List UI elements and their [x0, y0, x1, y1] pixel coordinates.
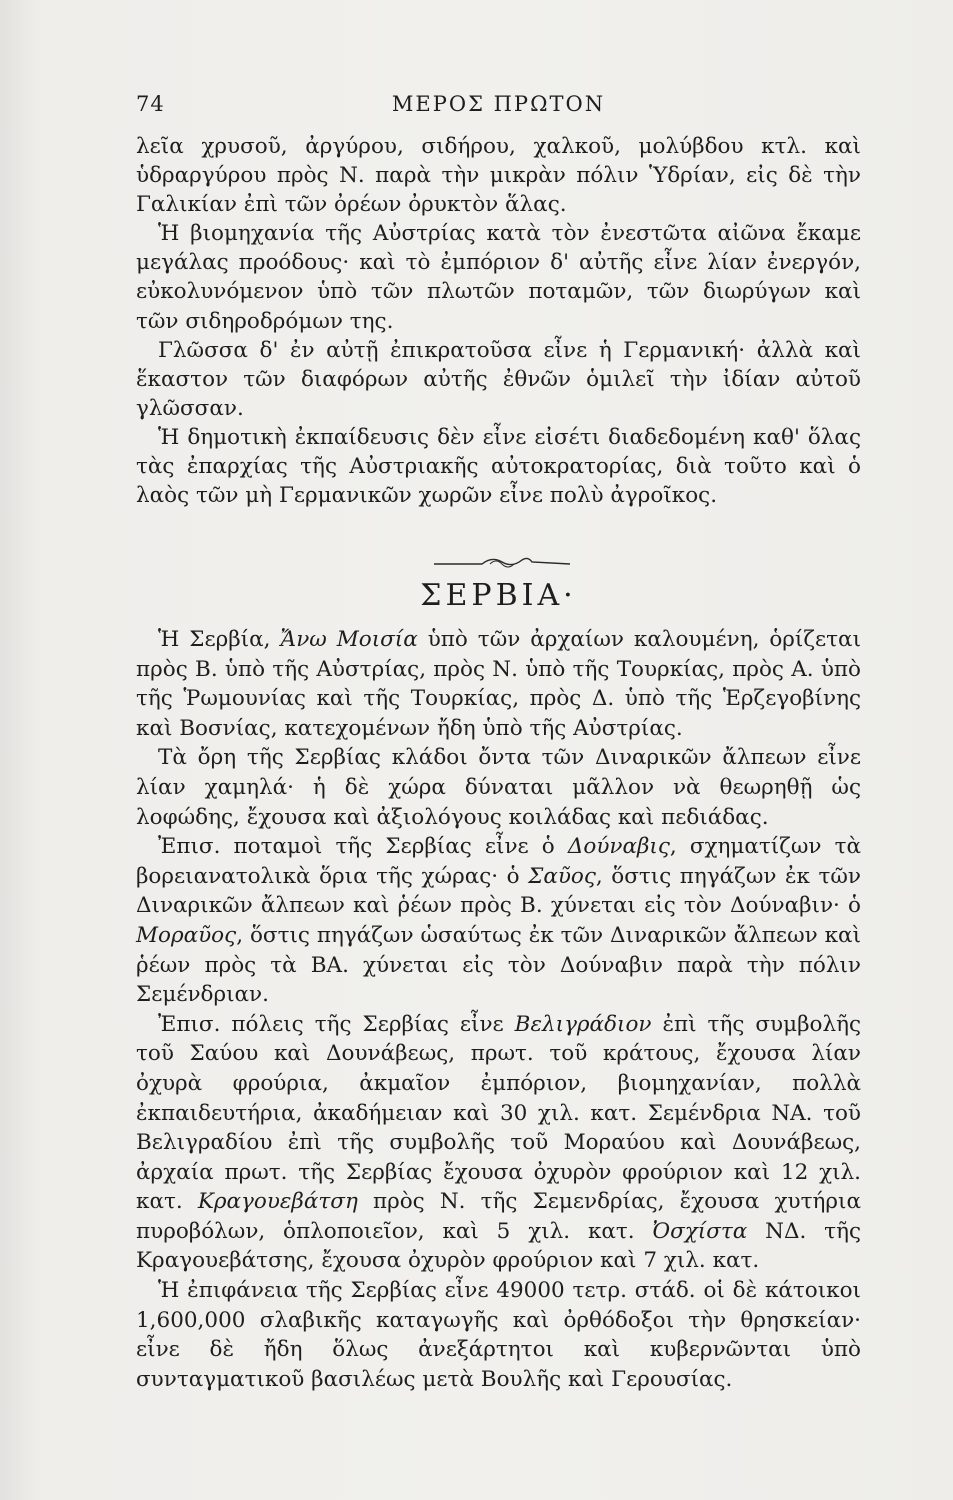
italic-term: Κραγουεβάτση [197, 1189, 358, 1215]
italic-term: Βελιγράδιον [514, 1011, 652, 1037]
body-text-top [136, 132, 861, 510]
italic-term: Ἄνω Μοισία [280, 627, 418, 652]
page-header [136, 92, 861, 122]
paragraph [136, 625, 861, 743]
text-run: , σχηματίζων τὰ βορειανατολικὰ ὅρια τῆς χώρας· ὁ [136, 834, 861, 889]
paragraph: Γλῶσσα δ' ἐν αὐτῇ ἐπικρατοῦσα εἶνε ἡ Γερμανική· ἀλλὰ καὶ ἕκαστον τῶν διαφόρων αὐτῆς ἐθνῶν ὁμιλεῖ τὴν ἰδίαν αὐτοῦ γλῶσσαν. [136, 337, 861, 421]
paragraph: Ἡ ἐπιφάνεια τῆς Σερβίας εἶνε 49000 τετρ. στάδ. οἱ δὲ κάτοικοι 1,600,000 σλαβικῆς καταγωγῆς καὶ ὀρθόδοξοι τὴν θρησκείαν· εἶνε δὲ ἤδη ὅλως ἀνεξάρτητοι καὶ κυβερνῶνται ὑπὸ συνταγματικοῦ βασιλέως μετὰ Βουλῆς καὶ Γερουσίας. [136, 1278, 861, 1392]
paragraph: Ἡ δημοτικὴ ἐκπαίδευσις δὲν εἶνε εἰσέτι διαδεδομένη καθ' ὅλας τὰς ἐπαρχίας τῆς Αὐστριακῆς αὐτοκρατορίας, διὰ τοῦτο καὶ ὁ λαὸς τῶν μὴ Γερμανικῶν χωρῶν εἶνε πολὺ ἀγροῖκος. [136, 424, 861, 509]
section-title: ΣΕΡΒΙΑ· [420, 578, 577, 613]
paragraph: λεῖα χρυσοῦ, ἀργύρου, σιδήρου, χαλκοῦ, μολύβδου κτλ. καὶ ὑδραργύρου πρὸς Ν. παρὰ τὴν μικρὰν πόλιν Ὑδρίαν, εἰς δὲ τὴν Γαλικίαν ἐπὶ τῶν ὀρέων ὀρυκτὸν ἅλας. [136, 134, 861, 218]
running-head: ΜΕΡΟΣ ΠΡΩΤΟΝ [391, 92, 606, 116]
italic-term: Ὀσχίστα [652, 1218, 748, 1244]
paragraph: Ἡ βιομηχανία τῆς Αὐστρίας κατὰ τὸν ἐνεστῶτα αἰῶνα ἔκαμε μεγάλας προόδους· καὶ τὸ ἐμπόριον δ' αὐτῆς εἶνε λίαν ἐνεργόν, εὐκολυνόμενον ὑπὸ τῶν πλωτῶν ποταμῶν, τῶν διωρύγων καὶ τῶν σιδηροδρόμων της. [136, 221, 861, 334]
text-run: ἐπὶ τῆς συμβολῆς τοῦ Σαύου καὶ Δουνάβεως, πρωτ. τοῦ κράτους, ἔχουσα λίαν ὀχυρὰ φρούρια, ἀκμαῖον ἐμπόριον, βιομηχανίαν, πολλὰ ἐκπαιδευτήρια, ἀκαδήμειαν καὶ 30 χιλ. κατ. Σεμένδρια ΝΑ. τοῦ Βελιγραδίου ἐπὶ τῆς συμβολῆς τοῦ Μοραύου καὶ Δουνάβεως, ἀρχαία πρωτ. τῆς Σερβίας ἔχουσα ὀχυρὸν φρούριον καὶ 12 χιλ. κατ. [136, 1011, 861, 1215]
text-run: Ἐπισ. πόλεις τῆς Σερβίας εἶνε [158, 1011, 515, 1037]
italic-term: Μοραῦος [136, 922, 237, 948]
text-run: Ἡ Σερβία, [158, 627, 281, 652]
text-run: , ὅστις πηγάζων ὡσαύτως ἐκ τῶν Διναρικῶν ἄλπεων καὶ ῥέων πρὸς τὰ ΒΑ. χύνεται εἰς τὸν Δούναβιν παρὰ τὴν πόλιν Σεμένδριαν. [136, 922, 861, 1008]
page-number: 74 [136, 92, 165, 116]
italic-term: Δούναβις [567, 834, 670, 860]
text-run: πρὸς Ν. τῆς Σεμενδρίας, ἔχουσα χυτήρια πυροβόλων, ὁπλοποιεῖον, καὶ 5 χιλ. κατ. [136, 1189, 861, 1244]
text-run: , ὅστις πηγάζων ἐκ τῶν Διναρικῶν ἄλπεων καὶ ῥέων πρὸς Β. χύνεται εἰς τὸν Δούναβιν· ὁ [136, 863, 861, 919]
paragraph: Τὰ ὄρη τῆς Σερβίας κλάδοι ὄντα τῶν Διναρικῶν ἄλπεων εἶνε λίαν χαμηλά· ἡ δὲ χώρα δύναται μᾶλλον νὰ θεωρηθῇ ὡς λοφώδης, ἔχουσα καὶ ἀξιολόγους κοιλάδας καὶ πεδιάδας. [136, 745, 861, 830]
text-run: ΝΔ. τῆς Κραγουεβάτσης, ἔχουσα ὀχυρὸν φρούριον καὶ 7 χιλ. κατ. [136, 1218, 861, 1274]
italic-term: Σαῦος [528, 863, 596, 889]
text-run: Ἐπισ. ποταμοὶ τῆς Σερβίας εἶνε ὁ [158, 834, 568, 860]
text-run: ὑπὸ τῶν ἀρχαίων καλουμένη, ὁρίζεται πρὸς Β. ὑπὸ τῆς Αὐστρίας, πρὸς Ν. ὑπὸ τῆς Τουρκίας, πρὸς Α. ὑπὸ τῆς Ῥωμουνίας καὶ τῆς Τουρκίας, πρὸς Δ. ὑπὸ τῆς Ἑρζεγοβίνης καὶ Βοσνίας, κατεχομένων ἤδη ὑπὸ τῆς Αὐστρίας. [136, 627, 861, 741]
paragraph [136, 832, 861, 1010]
ornament-divider [432, 552, 572, 572]
paragraph [136, 1010, 861, 1276]
body-text-section [136, 625, 861, 1394]
